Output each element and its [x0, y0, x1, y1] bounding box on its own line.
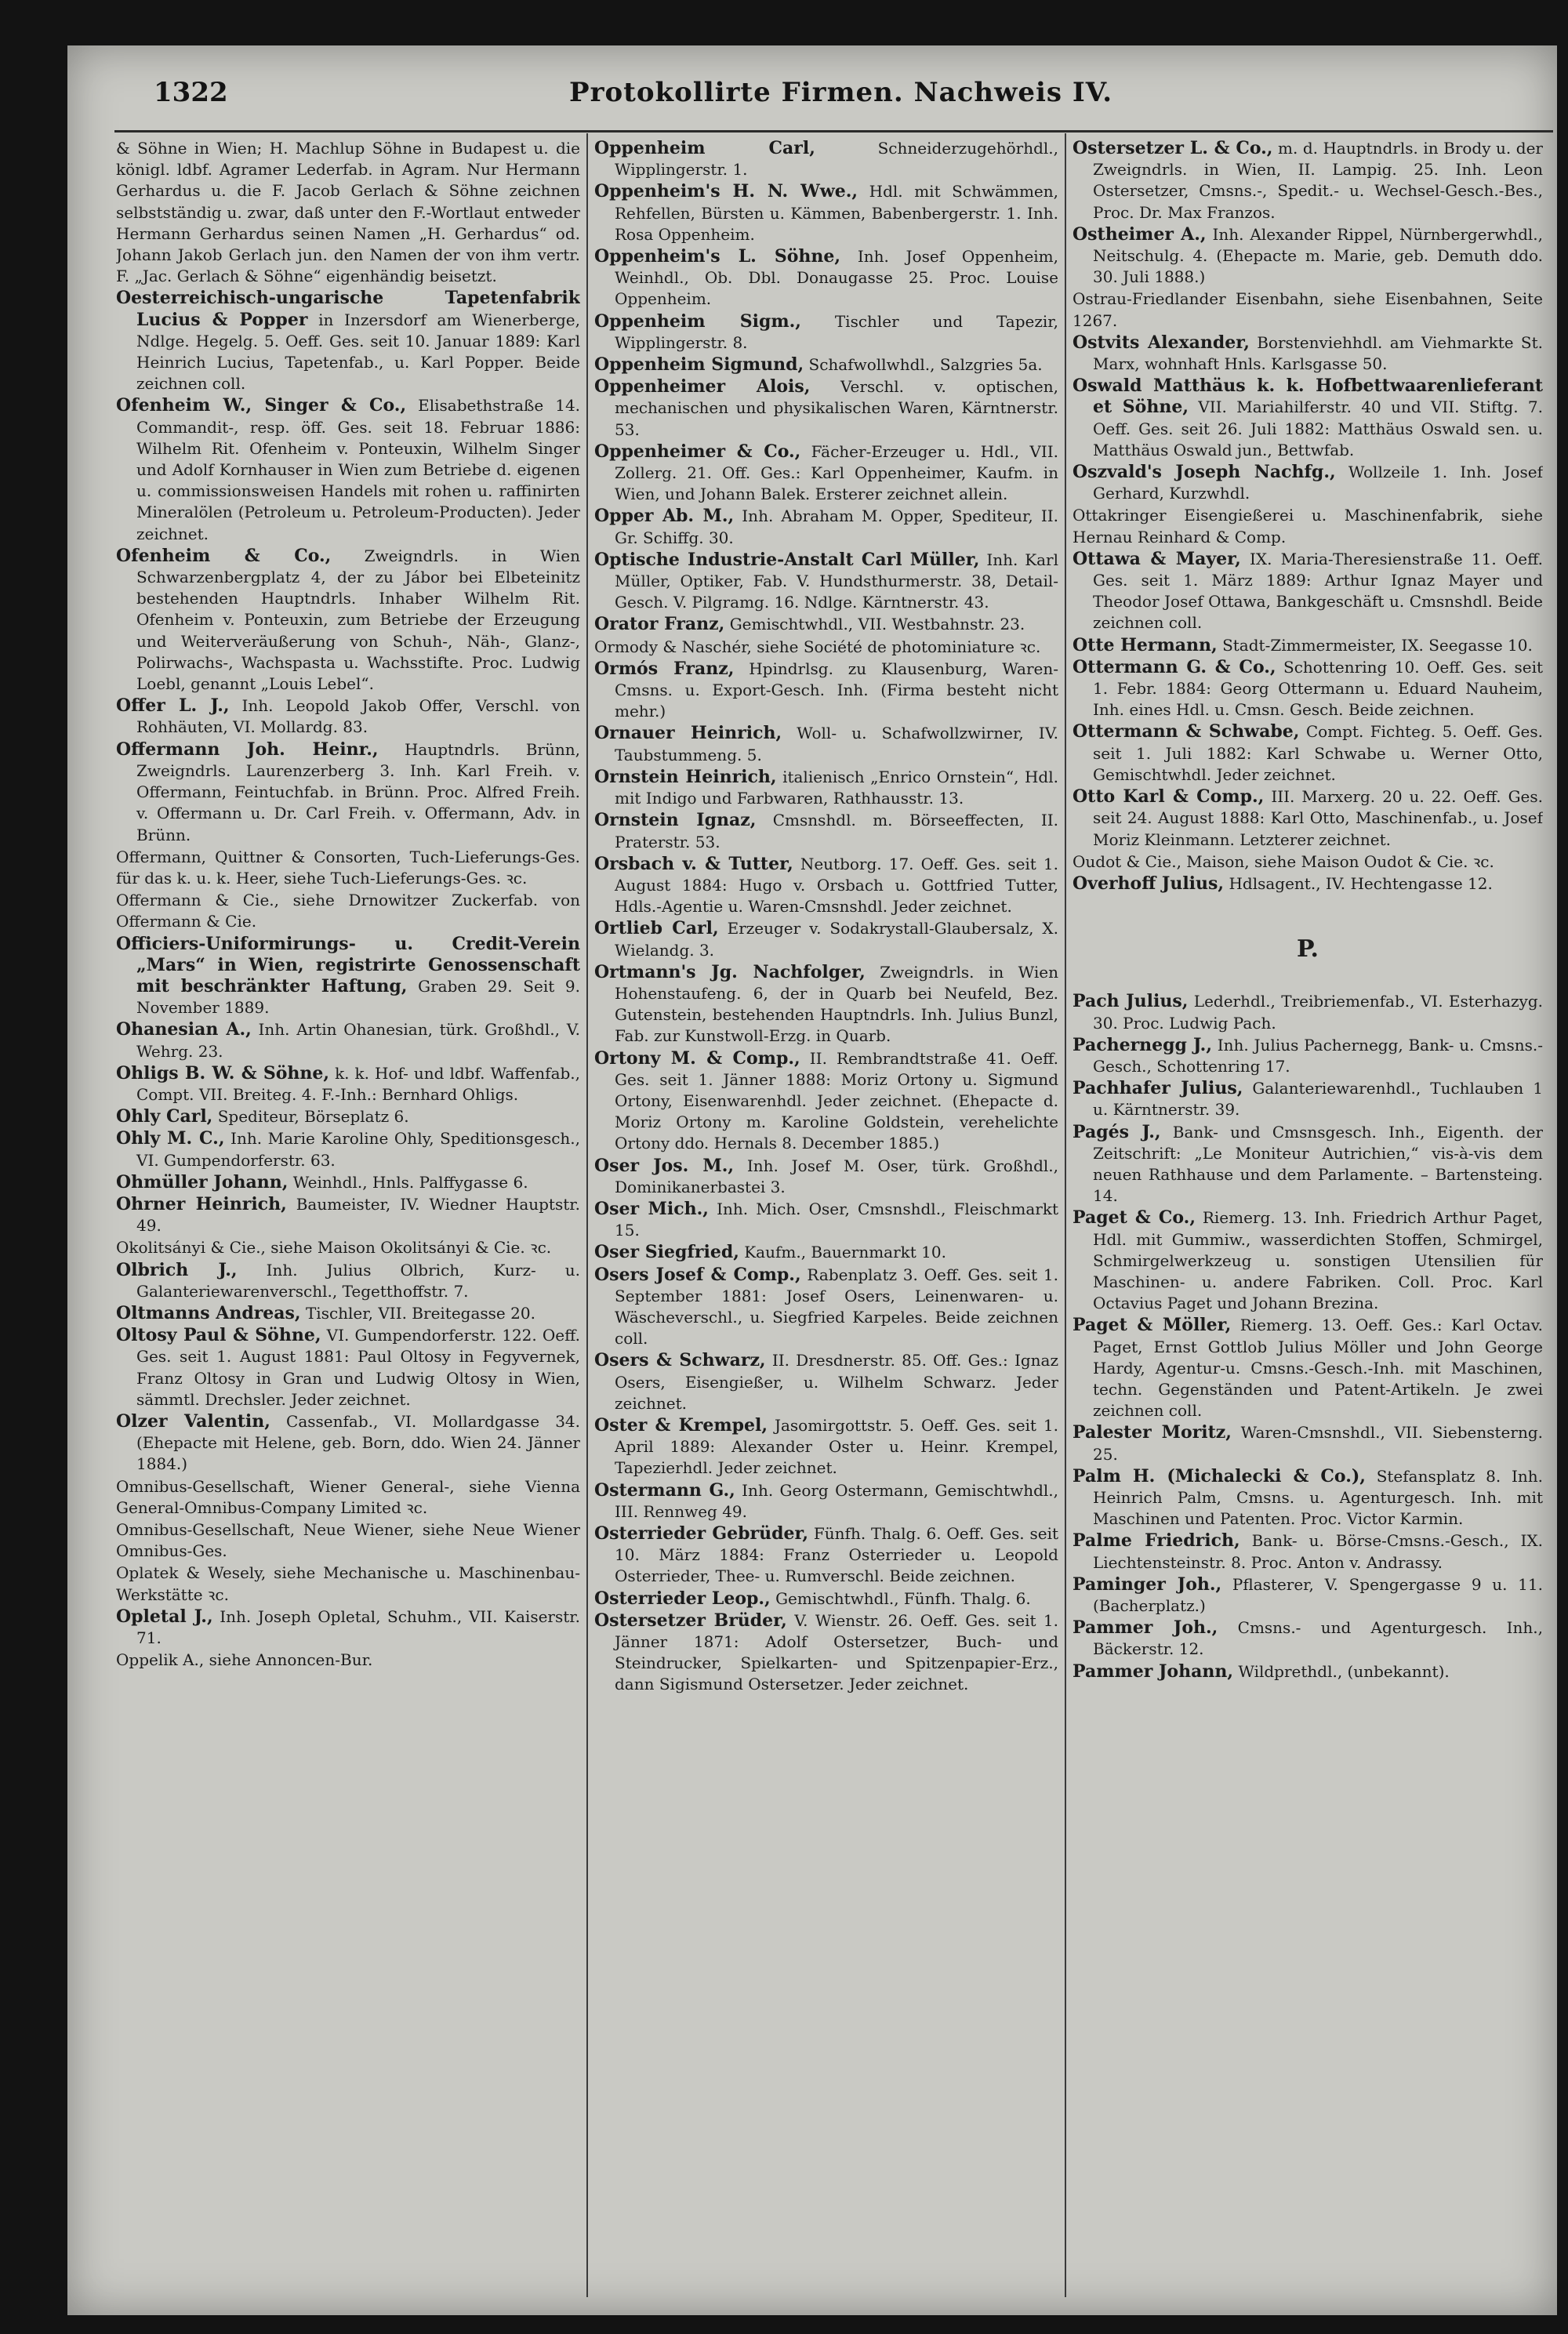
firm-name: Oltosy Paul & Söhne,: [116, 1325, 321, 1346]
entry-details: Gemischtwhdl., VII. Westbahnstr. 23.: [729, 615, 1025, 634]
entry-details: Graben 29. Seit 9. November 1889.: [136, 976, 580, 1018]
firm-name: Otto Karl & Comp.,: [1073, 786, 1265, 808]
entry-details: k. k. Hof- und ldbf. Waffenfab., Compt. VII. Breiteg. 4. F.-Inh.: Bernhard Ohligs.: [136, 1063, 580, 1104]
firm-name: Ornstein Heinrich,: [594, 766, 777, 787]
firm-name: Otte Hermann,: [1073, 634, 1218, 655]
entry-details: m. d. Hauptndrls. in Brody u. der Zweigndrls. in Wien, II. Lampig. 25. Inh. Leon Ostersetzer, Cmsns.-, Spedit.- u. Wechsel-Gesch.-Bes., Proc. Dr. Max Franzos.: [1093, 139, 1543, 222]
entry-details: & Söhne in Wien; H. Machlup Söhne in Budapest u. die königl. ldbf. Agramer Lederfab. in Agram. Nur Hermann Gerhardus u. die F. Jacob Gerlach & Söhne zeichnen selbstständig u. zwar, daß unter den F.-Wortlaut entweder Hermann Gerhardus seinen Namen „H. Gerhardus“ od. Johann Jakob Gerlach jun. den Namen der von ihm vertr. F. „Jac. Gerlach & Söhne“ eigenhändig beisetzt.: [116, 139, 580, 286]
entry-details: Inh. Mich. Oser, Cmsnshdl., Fleischmarkt 15.: [615, 1199, 1058, 1240]
directory-entry: [1073, 1422, 1543, 1465]
directory-entry: [594, 441, 1058, 506]
firm-name: Officiers-Uniformirungs- u. Credit-Verein „Mars“ in Wien, registrirte Genossenschaft mit beschränkter Haftung,: [116, 933, 580, 996]
entry-details: Omnibus-Gesellschaft, Wiener General-, siehe Vienna General-Omnibus-Company Limited ꝛc.: [116, 1476, 580, 1517]
firm-name: Ofenheim W., Singer & Co.,: [116, 395, 407, 416]
firm-name: Ortlieb Carl,: [594, 918, 719, 939]
entry-details: Neutborg. 17. Oeff. Ges. seit 1. August 1884: Hugo v. Orsbach u. Gottfried Tutter, Hdls.-Agentie u. Waren-Cmsnshdl. Jeder zeichnet.: [615, 854, 1058, 917]
firm-name: Offermann Joh. Heinr.,: [116, 739, 379, 760]
directory-entry: [594, 246, 1058, 310]
entry-details: Oudot & Cie., Maison, siehe Maison Oudot & Cie. ꝛc.: [1073, 851, 1494, 871]
column-3: [1073, 138, 1543, 2302]
directory-entry: [1073, 549, 1543, 634]
entry-details: Stadt-Zimmermeister, IX. Seegasse 10.: [1222, 635, 1533, 655]
entry-details: Inh. Karl Müller, Optiker, Fab. V. Hundsthurmerstr. 38, Detail-Gesch. V. Pilgramg. 16. Ndlge. Kärntnerstr. 43.: [615, 550, 1058, 612]
directory-entry: [1073, 224, 1543, 289]
firm-name: Ornauer Heinrich,: [594, 723, 782, 744]
entry-details: Wildprethdl., (unbekannt).: [1238, 1661, 1450, 1681]
firm-name: Ohrner Heinrich,: [116, 1193, 287, 1214]
entry-details: Galanteriewarenhdl., Tuchlauben 1 u. Kärntnerstr. 39.: [1093, 1079, 1543, 1120]
entry-details: Erzeuger v. Sodakrystall-Glaubersalz, X. Wielandg. 3.: [615, 919, 1058, 960]
directory-entry: [116, 1650, 580, 1671]
firm-name: Ohly M. C.,: [116, 1128, 225, 1149]
entry-details: Offermann, Quittner & Consorten, Tuch-Lieferungs-Ges. für das k. u. k. Heer, siehe Tuch-Lieferungs-Ges. ꝛc.: [116, 847, 580, 888]
firm-name: Paminger Joh.,: [1073, 1574, 1222, 1595]
entry-details: IX. Maria-Theresienstraße 11. Oeff. Ges. seit 1. März 1889: Arthur Ignaz Mayer und Theodor Josef Ottawa, Bankgeschäft u. Cmsnshdl. Beide zeichnen coll.: [1093, 549, 1543, 633]
directory-entry: [594, 723, 1058, 765]
entry-details: Elisabethstraße 14. Commandit-, resp. öff. Ges. seit 18. Februar 1886: Wilhelm Rit. Ofenheim v. Ponteuxin, Wilhelm Singer und Adolf Kornhauser in Wien zum Betriebe d. eigenen u. commissionsweisen Handels mit rohen u. raffinirten Mineralölen (Petroleum u. Petroleum-Producten). Jeder zeichnet.: [136, 396, 580, 543]
entry-details: Rabenplatz 3. Oeff. Ges. seit 1. September 1881: Josef Osers, Leinenwaren- u. Wäscheverschl., u. Siegfried Karpeles. Beide zeichnen coll.: [615, 1265, 1058, 1348]
directory-entry: [1073, 851, 1543, 873]
directory-entry: [594, 1350, 1058, 1414]
entry-details: Baumeister, IV. Wiedner Hauptstr. 49.: [136, 1194, 580, 1236]
entry-details: Schottenring 10. Oeff. Ges. seit 1. Febr. 1884: Georg Ottermann u. Eduard Nauheim, Inh. eines Hdl. u. Cmsn. Gesch. Beide zeichnen.: [1093, 657, 1543, 720]
firm-name: Ohanesian A.,: [116, 1019, 252, 1040]
directory-entry: [116, 1128, 580, 1171]
firm-name: Ohmüller Johann,: [116, 1171, 289, 1192]
entry-details: Schneiderzugehörhdl., Wipplingerstr. 1.: [615, 139, 1058, 180]
directory-entry: [116, 1106, 580, 1127]
entry-details: Hpindrlsg. zu Klausenburg, Waren-Cmsns. u. Export-Gesch. Inh. (Firma besteht nicht mehr.): [615, 659, 1058, 721]
entry-details: Inh. Leopold Jakob Offer, Verschl. von Rohhäuten, VI. Mollardg. 83.: [136, 696, 580, 737]
directory-entry: [594, 962, 1058, 1047]
firm-name: Ohly Carl,: [116, 1106, 213, 1127]
directory-entry: [594, 1480, 1058, 1523]
firm-name: Orator Franz,: [594, 614, 725, 635]
entry-details: Inh. Abraham M. Opper, Spediteur, II. Gr. Schiffg. 30.: [615, 506, 1058, 547]
entry-details: III. Marxerg. 20 u. 22. Oeff. Ges. seit 24. August 1888: Karl Otto, Maschinenfab., u. Josef Moriz Kleinmann. Letzterer zeichnet.: [1093, 787, 1543, 849]
entry-details: Hauptndrls. Brünn, Zweigndrls. Laurenzerberg 3. Inh. Karl Freih. v. Offermann, Feintuchfab. in Brünn. Proc. Alfred Freih. v. Offermann u. Dr. Carl Freih. v. Offermann, Adv. in Brünn.: [136, 739, 580, 844]
directory-entry: [116, 1303, 580, 1324]
firm-name: Ottawa & Mayer,: [1073, 548, 1241, 569]
directory-entry: [116, 1063, 580, 1105]
directory-entry: [116, 1019, 580, 1062]
directory-entry: [1073, 1466, 1543, 1530]
entry-details: Ostrau-Friedlander Eisenbahn, siehe Eisenbahnen, Seite 1267.: [1073, 289, 1543, 330]
entry-details: in Inzersdorf am Wienerberge, Ndlge. Hegelg. 5. Oeff. Ges. seit 10. Januar 1889: Karl Heinrich Lucius, Tapetenfab., u. Karl Popper. Beide zeichnen coll.: [136, 310, 580, 394]
directory-entry: [1073, 1122, 1543, 1207]
entry-details: Waren-Cmsnshdl., VII. Siebensterng. 25.: [1093, 1423, 1543, 1464]
directory-page: [67, 45, 1557, 2315]
firm-name: Ormós Franz,: [594, 658, 735, 679]
entry-details: Schafwollwhdl., Salzgries 5a.: [808, 355, 1043, 375]
firm-name: Optische Industrie-Anstalt Carl Müller,: [594, 549, 980, 570]
firm-name: Osers & Schwarz,: [594, 1350, 766, 1371]
directory-entry: [594, 354, 1058, 376]
directory-entry: [594, 1265, 1058, 1350]
column-2: [594, 138, 1058, 2302]
directory-entry: [1073, 376, 1543, 461]
directory-entry: [594, 311, 1058, 354]
directory-entry: [594, 1199, 1058, 1241]
firm-name: Opletal J.,: [116, 1606, 213, 1627]
directory-entry: [116, 1172, 580, 1193]
directory-entry: [594, 810, 1058, 852]
directory-entry: [1073, 1530, 1543, 1573]
directory-entry: [1073, 1661, 1543, 1682]
column-divider: [586, 133, 588, 2297]
firm-name: Palme Friedrich,: [1073, 1530, 1240, 1552]
column-divider: [1065, 133, 1066, 2297]
entry-details: Cassenfab., VI. Mollardgasse 34. (Ehepacte mit Helene, geb. Born, ddo. Wien 24. Jänner 1884.): [136, 1411, 580, 1474]
directory-entry: [1073, 657, 1543, 721]
entry-details: Tischler, VII. Breitegasse 20.: [305, 1303, 535, 1323]
directory-entry: [1073, 289, 1543, 331]
directory-entry: [116, 1411, 580, 1476]
directory-entry: [1073, 505, 1543, 547]
firm-name: Oppenheim Sigm.,: [594, 310, 801, 332]
firm-name: Ornstein Ignaz,: [594, 810, 757, 831]
firm-name: Oppenheim Carl,: [594, 138, 815, 158]
firm-name: Oltmanns Andreas,: [116, 1302, 301, 1323]
directory-entry: [594, 1610, 1058, 1696]
section-heading: P.: [1296, 935, 1319, 964]
entry-details: Zweigndrls. in Wien Schwarzenbergplatz 4, der zu Jábor bei Elbeteinitz bestehenden Hauptndrls. Inhaber Wilhelm Rit. Ofenheim v. Ponteuxin, zum Betriebe der Erzeugung und Weiterveräußerung von Schuh-, Näh-, Glanz-, Polirwachs-, Wachspasta u. Wachsstifte. Proc. Ludwig Loebl, genannt „Louis Lebel“.: [136, 546, 580, 694]
directory-entry: [1073, 1078, 1543, 1120]
entry-details: Inh. Marie Karoline Ohly, Speditionsgesch., VI. Gumpendorferstr. 63.: [136, 1129, 580, 1170]
entry-details: Oppelik A., siehe Annoncen-Bur.: [116, 1650, 373, 1670]
firm-name: Olbrich J.,: [116, 1259, 238, 1280]
firm-name: Oppenheim's L. Söhne,: [594, 246, 841, 267]
firm-name: Pammer Joh.,: [1073, 1617, 1218, 1639]
entry-details: Offermann & Cie., siehe Drnowitzer Zuckerfab. von Offermann & Cie.: [116, 891, 580, 931]
firm-name: Overhoff Julius,: [1073, 873, 1225, 894]
entry-details: Woll- u. Schafwollzwirner, IV. Taubstummeng. 5.: [615, 724, 1058, 764]
directory-entry: [1073, 332, 1543, 375]
directory-entry: [116, 847, 580, 889]
directory-entry: [116, 1519, 580, 1562]
firm-name: Ortony M. & Comp.,: [594, 1047, 800, 1069]
entry-details: V. Wienstr. 26. Oeff. Ges. seit 1. Jänner 1871: Adolf Ostersetzer, Buch- und Steindrucker, Spielkarten- und Spitzenpapier-Erz., dann Sigismund Ostersetzer. Jeder zeichnet.: [615, 1610, 1058, 1694]
firm-name: Osterrieder Gebrüder,: [594, 1523, 809, 1544]
entry-details: Fächer-Erzeuger u. Hdl., VII. Zollerg. 21. Off. Ges.: Karl Oppenheimer, Kaufm. in Wien, und Johann Balek. Ersterer zeichnet allein.: [615, 441, 1058, 504]
directory-entry: [1073, 1207, 1543, 1314]
directory-entry: [116, 1260, 580, 1302]
directory-entry: [116, 934, 580, 1019]
page-header: [67, 77, 1557, 124]
firm-name: Ostheimer A.,: [1073, 223, 1207, 245]
directory-entry: [594, 1588, 1058, 1610]
entry-details: Riemerg. 13. Oeff. Ges.: Karl Octav. Paget, Ernst Gottlob Julius Möller und John George Hardy, Agentur-u. Cmsns.-Gesch.-Inh. mit Maschinen, techn. Gegenständen und Patent-Artikeln. Je zwei zeichnen coll.: [1093, 1316, 1543, 1421]
entry-details: Spediteur, Börseplatz 6.: [217, 1107, 409, 1127]
entry-details: Borstenviehhdl. am Viehmarkte St. Marx, wohnhaft Hnls. Karlsgasse 50.: [1093, 332, 1543, 374]
directory-entry: [594, 854, 1058, 918]
entry-details: Inh. Artin Ohanesian, türk. Großhdl., V. Wehrg. 23.: [136, 1020, 580, 1061]
firm-name: Oser Siegfried,: [594, 1242, 739, 1263]
directory-entry: [594, 506, 1058, 548]
entry-details: Inh. Josef M. Oser, türk. Großhdl., Dominikanerbastei 3.: [615, 1156, 1058, 1196]
entry-details: Ormody & Naschér, siehe Société de photominiature ꝛc.: [594, 637, 1041, 656]
firm-name: Paget & Möller,: [1073, 1315, 1232, 1336]
firm-name: Oppenheim Sigmund,: [594, 354, 804, 376]
directory-entry: [594, 1156, 1058, 1198]
entry-details: Inh. Julius Olbrich, Kurz- u. Galanteriewarenverschl., Tegetthoffstr. 7.: [136, 1260, 580, 1301]
directory-entry: [594, 637, 1058, 658]
firm-name: Ostersetzer L. & Co.,: [1073, 138, 1273, 158]
page-number: 1322: [154, 77, 228, 108]
directory-entry: [116, 1563, 580, 1605]
entry-details: II. Rembrandtstraße 41. Oeff. Ges. seit 1. Jänner 1888: Moriz Ortony u. Sigmund Ortony, Eisenwarenhdl. Jeder zeichnet. (Ehepacte d. Moriz Ortony m. Karoline Goldstein, verehelichte Ortony ddo. Hernals 8. December 1885.): [615, 1048, 1058, 1153]
firm-name: Palm H. (Michalecki & Co.),: [1073, 1465, 1366, 1486]
directory-entry: [594, 550, 1058, 614]
entry-details: Verschl. v. optischen, mechanischen und physikalischen Waren, Kärntnerstr. 53.: [615, 377, 1058, 439]
firm-name: Olzer Valentin,: [116, 1410, 270, 1432]
directory-entry: [594, 181, 1058, 245]
firm-name: Oppenheimer Alois,: [594, 376, 811, 397]
firm-name: Orsbach v. & Tutter,: [594, 853, 793, 874]
firm-name: Pachhafer Julius,: [1073, 1078, 1243, 1099]
entry-details: Hdl. mit Schwämmen, Rehfellen, Bürsten u. Kämmen, Babenbergerstr. 1. Inh. Rosa Oppenheim.: [615, 182, 1058, 244]
entry-details: Inh. Alexander Rippel, Nürnbergerwhdl., Neitschulg. 4. (Ehepacte m. Marie, geb. Demuth ddo. 30. Juli 1888.): [1093, 224, 1543, 287]
directory-entry: [594, 918, 1058, 960]
firm-name: Oser Mich.,: [594, 1198, 709, 1219]
column-1: [116, 138, 580, 2302]
firm-name: Palester Moritz,: [1073, 1422, 1232, 1443]
entry-details: II. Dresdnerstr. 85. Off. Ges.: Ignaz Osers, Eisengießer, u. Wilhelm Schwarz. Jeder zeichnet.: [615, 1351, 1058, 1413]
directory-entry: [1073, 1617, 1543, 1660]
directory-entry: [594, 767, 1058, 809]
firm-name: Pagés J.,: [1073, 1121, 1161, 1142]
directory-entry: [116, 288, 580, 394]
entry-details: Oplatek & Wesely, siehe Mechanische u. Maschinenbau-Werkstätte ꝛc.: [116, 1563, 580, 1604]
firm-name: Oster & Krempel,: [594, 1414, 768, 1436]
header-rule: [114, 130, 1553, 132]
entry-details: Jasomirgottstr. 5. Oeff. Ges. seit 1. April 1889: Alexander Oster u. Heinr. Krempel, Tapezierhdl. Jeder zeichnet.: [615, 1415, 1058, 1478]
directory-entry: [116, 695, 580, 738]
entry-details: Cmsns.- und Agenturgesch. Inh., Bäckerstr. 12.: [1093, 1618, 1543, 1659]
directory-entry: [1073, 635, 1543, 656]
directory-entry: [1073, 1035, 1543, 1077]
entry-details: Tischler und Tapezir, Wipplingerstr. 8.: [615, 311, 1058, 352]
directory-entry: [1073, 991, 1543, 1033]
firm-name: Pach Julius,: [1073, 991, 1189, 1012]
entry-details: Bank- und Cmsnsgesch. Inh., Eigenth. der Zeitschrift: „Le Moniteur Autrichien,“ vis-à-vis dem neuen Rathhause und dem Parlamente. – Bartensteing. 14.: [1093, 1122, 1543, 1206]
entry-details: italienisch „Enrico Ornstein“, Hdl. mit Indigo und Farbwaren, Rathhausstr. 13.: [615, 767, 1058, 808]
directory-entry: [116, 1325, 580, 1410]
directory-entry: [116, 1606, 580, 1649]
entry-details: VI. Gumpendorferstr. 122. Oeff. Ges. seit 1. August 1881: Paul Oltosy in Fegyvernek, Franz Oltosy in Gran und Ludwig Oltosy in Wien, sämmtl. Drechsler. Jeder zeichnet.: [136, 1326, 580, 1409]
entry-details: Kaufm., Bauernmarkt 10.: [744, 1243, 946, 1262]
directory-entry: [116, 546, 580, 695]
directory-entry: [116, 1194, 580, 1236]
firm-name: Ohligs B. W. & Söhne,: [116, 1062, 330, 1084]
firm-name: Oser Jos. M.,: [594, 1155, 735, 1176]
firm-name: Oswald Matthäus k. k. Hofbettwaarenlieferant et Söhne,: [1073, 376, 1543, 418]
firm-name: Paget & Co.,: [1073, 1207, 1196, 1229]
firm-name: Oppenheimer & Co.,: [594, 441, 801, 462]
entry-details: Inh. Joseph Opletal, Schuhm., VII. Kaiserstr. 71.: [136, 1606, 580, 1648]
entry-details: Ottakringer Eisengießerei u. Maschinenfabrik, siehe Hernau Reinhard & Comp.: [1073, 506, 1543, 546]
firm-name: Ofenheim & Co.,: [116, 545, 332, 566]
directory-entry: [116, 1237, 580, 1258]
firm-name: Osterrieder Leop.,: [594, 1588, 771, 1609]
directory-entry: [594, 1048, 1058, 1155]
directory-entry: [594, 1523, 1058, 1588]
entry-details: Cmsnshdl. m. Börseeffecten, II. Praterstr. 53.: [615, 811, 1058, 851]
directory-entry: [116, 1476, 580, 1519]
entry-details: Weinhdl., Hnls. Palffygasse 6.: [292, 1172, 528, 1192]
directory-entry: [116, 739, 580, 846]
firm-name: Ostvits Alexander,: [1073, 332, 1250, 353]
directory-entry: [1073, 721, 1543, 786]
directory-entry: [594, 376, 1058, 441]
directory-entry: [594, 138, 1058, 180]
entry-details: Lederhdl., Treibriemenfab., VI. Esterhazyg. 30. Proc. Ludwig Pach.: [1093, 992, 1543, 1033]
entry-details: Stefansplatz 8. Inh. Heinrich Palm, Cmsns. u. Agenturgesch. Inh. mit Maschinen und Patenten. Proc. Victor Karmin.: [1093, 1466, 1543, 1529]
directory-entry: [594, 614, 1058, 635]
firm-name: Pachernegg J.,: [1073, 1034, 1213, 1055]
directory-entry: [1073, 462, 1543, 504]
entry-details: Compt. Fichteg. 5. Oeff. Ges. seit 1. Juli 1882: Karl Schwabe u. Werner Otto, Gemischtwhdl. Jeder zeichnet.: [1093, 722, 1543, 784]
firm-name: Opper Ab. M.,: [594, 506, 735, 527]
directory-entry: [1073, 786, 1543, 851]
entry-details: Wollzeile 1. Inh. Josef Gerhard, Kurzwhdl.: [1093, 463, 1543, 503]
firm-name: Ostermann G.,: [594, 1479, 735, 1501]
firm-name: Pammer Johann,: [1073, 1661, 1233, 1682]
entry-details: Okolitsányi & Cie., siehe Maison Okolitsányi & Cie. ꝛc.: [116, 1238, 552, 1258]
entry-details: Inh. Josef Oppenheim, Weinhdl., Ob. Dbl. Donaugasse 25. Proc. Louise Oppenheim.: [615, 247, 1058, 309]
firm-name: Ortmann's Jg. Nachfolger,: [594, 961, 866, 982]
entry-details: Gemischtwhdl., Fünfh. Thalg. 6.: [775, 1588, 1031, 1608]
directory-entry: [1073, 138, 1543, 223]
directory-entry: [1073, 1574, 1543, 1617]
directory-entry: [116, 395, 580, 544]
firm-name: Osers Josef & Comp.,: [594, 1264, 801, 1285]
entry-details: Inh. Julius Pachernegg, Bank- u. Cmsns.-Gesch., Schottenring 17.: [1093, 1035, 1543, 1076]
directory-entry: [594, 1415, 1058, 1479]
entry-details: Riemerg. 13. Inh. Friedrich Arthur Paget, Hdl. mit Gummiw., wasserdichten Stoffen, Schmirgel, Schmirgelwerkzeug u. sonstigen Utensilien für Maschinen- u. andere Fabriken. Coll. Proc. Karl Octavius Paget und Johann Brezina.: [1093, 1208, 1543, 1313]
entry-details: Zweigndrls. in Wien Hohenstaufeng. 6, der in Quarb bei Neufeld, Bez. Gutenstein, bestehenden Hauptndrls. Inh. Julius Bunzl, Fab. zur Kunstwoll-Erzg. in Quarb.: [615, 962, 1058, 1046]
directory-entry: [1073, 873, 1543, 895]
directory-entry: [594, 1242, 1058, 1263]
firm-name: Oppenheim's H. N. Wwe.,: [594, 181, 858, 202]
directory-entry: [116, 138, 580, 287]
entry-details: Omnibus-Gesellschaft, Neue Wiener, siehe Neue Wiener Omnibus-Ges.: [116, 1520, 580, 1561]
entry-details: VII. Mariahilferstr. 40 und VII. Stiftg. 7. Oeff. Ges. seit 26. Juli 1882: Matthäus Oswald sen. u. Matthäus Oswald jun., Bettwfab.: [1093, 397, 1543, 459]
firm-name: Oszvald's Joseph Nachfg.,: [1073, 462, 1336, 483]
firm-name: Ottermann G. & Co.,: [1073, 656, 1276, 677]
firm-name: Offer L. J.,: [116, 695, 230, 717]
entry-details: Pflasterer, V. Spengergasse 9 u. 11. (Bacherplatz.): [1093, 1574, 1543, 1615]
entry-details: Fünfh. Thalg. 6. Oeff. Ges. seit 10. März 1884: Franz Osterrieder u. Leopold Osterrieder, Thee- u. Rumverschl. Beide zeichnen.: [615, 1524, 1058, 1586]
entry-details: Bank- u. Börse-Cmsns.-Gesch., IX. Liechtensteinstr. 8. Proc. Anton v. Andrassy.: [1093, 1531, 1543, 1572]
directory-entry: [594, 659, 1058, 723]
entry-details: Hdlsagent., IV. Hechtengasse 12.: [1229, 873, 1493, 893]
firm-name: Ostersetzer Brüder,: [594, 1610, 787, 1631]
entry-details: Inh. Georg Ostermann, Gemischtwhdl., III. Rennweg 49.: [615, 1480, 1058, 1521]
directory-entry: [116, 890, 580, 932]
firm-name: Oesterreichisch-ungarische Tapetenfabrik Lucius & Popper: [116, 288, 580, 330]
running-title: Protokollirte Firmen. Nachweis IV.: [569, 77, 1113, 108]
firm-name: Ottermann & Schwabe,: [1073, 721, 1300, 742]
directory-entry: [1073, 1315, 1543, 1421]
